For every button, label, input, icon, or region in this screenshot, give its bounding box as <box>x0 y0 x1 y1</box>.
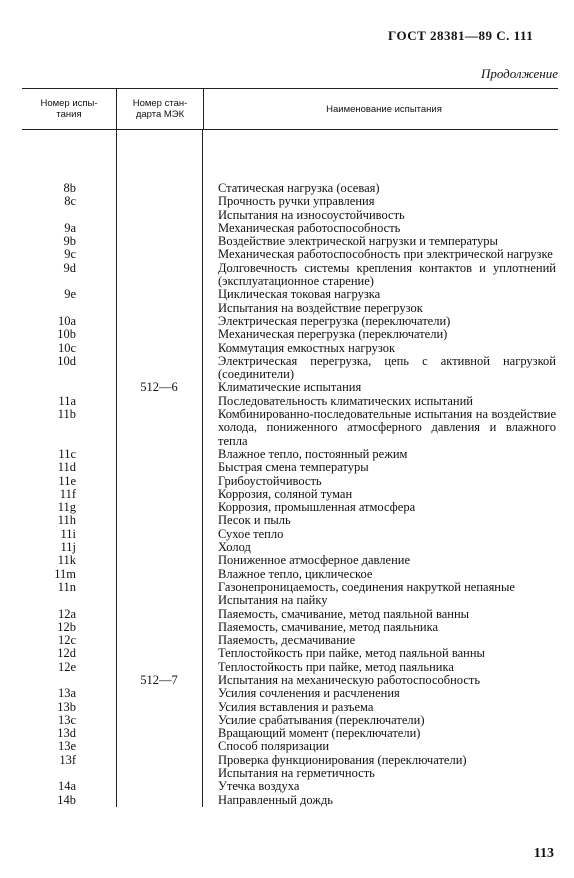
test-name-cell: Направленный дождь <box>218 792 334 807</box>
test-name-cell: Электрическая перегрузка (переключатели) <box>218 313 451 328</box>
table-row <box>22 475 558 488</box>
test-number-cell: 9c <box>64 247 76 262</box>
test-number-cell: 11h <box>57 513 76 528</box>
test-name-cell: Проверка функционирования (переключатели) <box>218 752 467 767</box>
test-number-cell: 13a <box>57 686 76 701</box>
test-number-cell: 11k <box>57 553 76 568</box>
test-name-cell: Долговечность системы крепления контактов и уплотнений (эксплуатационное старение) <box>218 260 556 289</box>
test-number-cell: 11n <box>57 579 76 594</box>
test-name-cell: Теплостойкость при пайке, метод паяльника <box>218 659 454 674</box>
test-number-cell: 13d <box>57 726 76 741</box>
test-number-cell: 10c <box>57 340 76 355</box>
table-row <box>22 461 558 474</box>
test-number-cell: 11j <box>60 540 76 555</box>
test-number-cell: 8b <box>63 181 76 195</box>
test-number-cell: 8c <box>64 194 76 209</box>
test-name-cell: Испытания на пайку <box>218 593 328 608</box>
iec-standard-cell: 512—6 <box>140 380 178 395</box>
test-name-cell: Грибоустойчивость <box>218 473 322 488</box>
column-header-iec-standard: Номер стан- дарта МЭК <box>116 89 204 129</box>
test-name-cell: Влажное тепло, циклическое <box>218 566 373 581</box>
table-row <box>22 727 558 740</box>
test-name-cell: Коммутация емкостных нагрузок <box>218 340 396 355</box>
test-name-cell: Усилие срабатывания (переключатели) <box>218 712 425 727</box>
test-number-cell: 9b <box>63 234 76 249</box>
test-name-cell: Коррозия, соляной туман <box>218 486 353 501</box>
table-row <box>22 262 558 289</box>
tests-table <box>22 88 558 807</box>
test-name-cell: Механическая работоспособность <box>218 220 401 235</box>
test-number-cell: 11c <box>58 446 76 461</box>
table-row <box>22 661 558 674</box>
table-row <box>22 408 558 448</box>
table-row <box>22 687 558 700</box>
iec-standard-cell: 512—7 <box>140 672 178 687</box>
table-row <box>22 794 558 807</box>
table-row <box>22 541 558 554</box>
test-number-cell: 14b <box>57 792 76 807</box>
test-number-cell: 13b <box>57 699 76 714</box>
table-row <box>22 674 558 687</box>
test-name-cell: Быстрая смена температуры <box>218 460 369 475</box>
table-header <box>22 88 558 130</box>
test-number-cell: 11a <box>58 393 76 408</box>
column-header-test-name: Наименование испытания <box>326 103 442 115</box>
test-number-cell: 9d <box>63 260 76 275</box>
test-number-cell: 11b <box>57 407 76 422</box>
test-name-cell: Коррозия, промышленная атмосфера <box>218 500 416 515</box>
test-name-cell: Прочность ручки управления <box>218 194 375 209</box>
table-row <box>22 448 558 461</box>
table-row <box>22 740 558 753</box>
test-number-cell: 13e <box>57 739 76 754</box>
test-name-cell: Песок и пыль <box>218 513 291 528</box>
table-row <box>22 302 558 315</box>
test-name-cell: Испытания на износоустойчивость <box>218 207 405 222</box>
table-row <box>22 342 558 355</box>
test-name-cell: Сухое тепло <box>218 526 284 541</box>
test-name-cell: Испытания на герметичность <box>218 766 375 781</box>
test-number-cell: 10d <box>57 353 76 368</box>
continuation-label: Продолжение <box>480 66 558 81</box>
page-number: 113 <box>533 846 554 861</box>
test-number-cell: 10b <box>57 327 76 342</box>
table-row <box>22 634 558 647</box>
test-name-cell: Газонепроницаемость, соединения накруткой непаяные <box>218 579 515 594</box>
table-row <box>22 315 558 328</box>
table-row <box>22 608 558 621</box>
table-row <box>22 488 558 501</box>
table-row <box>22 701 558 714</box>
test-number-cell: 9a <box>64 220 76 235</box>
table-row <box>22 328 558 341</box>
table-row <box>22 222 558 235</box>
table-row <box>22 594 558 607</box>
test-name-cell: Утечка воздуха <box>218 779 300 794</box>
table-row <box>22 514 558 527</box>
table-row <box>22 621 558 634</box>
test-name-cell: Испытания на воздействие перегрузок <box>218 300 423 315</box>
table-row <box>22 288 558 301</box>
running-header: ГОСТ 28381—89 С. 111 <box>388 28 534 43</box>
test-number-cell: 12d <box>57 646 76 661</box>
test-name-cell: Комбинированно-последовательные испытания на воздействие холода, пониженного атмосферного давления и влажного тепла <box>218 407 556 448</box>
table-row <box>22 528 558 541</box>
test-number-cell: 11f <box>59 486 76 501</box>
test-number-cell: 13c <box>57 712 76 727</box>
test-name-cell: Механическая перегрузка (переключатели) <box>218 327 448 342</box>
test-number-cell: 14a <box>57 779 76 794</box>
table-row <box>22 235 558 248</box>
table-row <box>22 780 558 793</box>
table-row <box>22 554 558 567</box>
table-row <box>22 248 558 261</box>
table-row <box>22 209 558 222</box>
test-name-cell: Паяемость, смачивание, метод паяльной ванны <box>218 606 470 621</box>
test-name-cell: Последовательность климатических испытаний <box>218 393 473 408</box>
test-name-cell: Циклическая токовая нагрузка <box>218 287 381 302</box>
test-number-cell: 12c <box>57 633 76 648</box>
test-name-cell: Электрическая перегрузка, цепь с активной нагрузкой (соединители) <box>218 353 556 382</box>
table-row <box>22 647 558 660</box>
table-body <box>22 130 558 807</box>
test-number-cell: 11m <box>54 566 76 581</box>
test-number-cell: 11d <box>57 460 76 475</box>
table-row <box>22 182 558 195</box>
table-row <box>22 195 558 208</box>
table-row <box>22 395 558 408</box>
test-name-cell: Вращающий момент (переключатели) <box>218 726 421 741</box>
test-name-cell: Холод <box>218 540 251 555</box>
test-name-cell: Способ поляризации <box>218 739 330 754</box>
table-row <box>22 355 558 382</box>
test-number-cell: 10a <box>57 313 76 328</box>
test-number-cell: 12b <box>57 619 76 634</box>
test-name-cell: Влажное тепло, постоянный режим <box>218 446 408 461</box>
test-name-cell: Климатические испытания <box>218 380 362 395</box>
test-name-cell: Воздействие электрической нагрузки и температуры <box>218 234 498 249</box>
test-number-cell: 13f <box>59 752 76 767</box>
test-name-cell: Статическая нагрузка (осевая) <box>218 181 380 195</box>
test-name-cell: Испытания на механическую работоспособность <box>218 672 481 687</box>
test-number-cell: 12e <box>57 659 76 674</box>
table-row <box>22 714 558 727</box>
table-row <box>22 381 558 394</box>
table-row <box>22 568 558 581</box>
table-row <box>22 581 558 594</box>
table-row <box>22 754 558 767</box>
test-name-cell: Пониженное атмосферное давление <box>218 553 411 568</box>
test-number-cell: 11i <box>60 526 76 541</box>
test-name-cell: Усилия вставления и разъема <box>218 699 374 714</box>
table-row <box>22 767 558 780</box>
table-rows <box>22 130 558 807</box>
test-number-cell: 11e <box>58 473 76 488</box>
table-row <box>22 501 558 514</box>
test-number-cell: 12a <box>57 606 76 621</box>
test-name-cell: Усилия сочленения и расчленения <box>218 686 400 701</box>
test-name-cell: Паяемость, смачивание, метод паяльника <box>218 619 439 634</box>
test-number-cell: 9e <box>64 287 76 302</box>
test-name-cell: Паяемость, десмачивание <box>218 633 356 648</box>
test-number-cell: 11g <box>57 500 76 515</box>
column-header-test-number: Номер испы- тания <box>40 98 98 120</box>
test-name-cell: Механическая работоспособность при электрической нагрузке <box>218 247 553 262</box>
test-name-cell: Теплостойкость при пайке, метод паяльной ванны <box>218 646 485 661</box>
